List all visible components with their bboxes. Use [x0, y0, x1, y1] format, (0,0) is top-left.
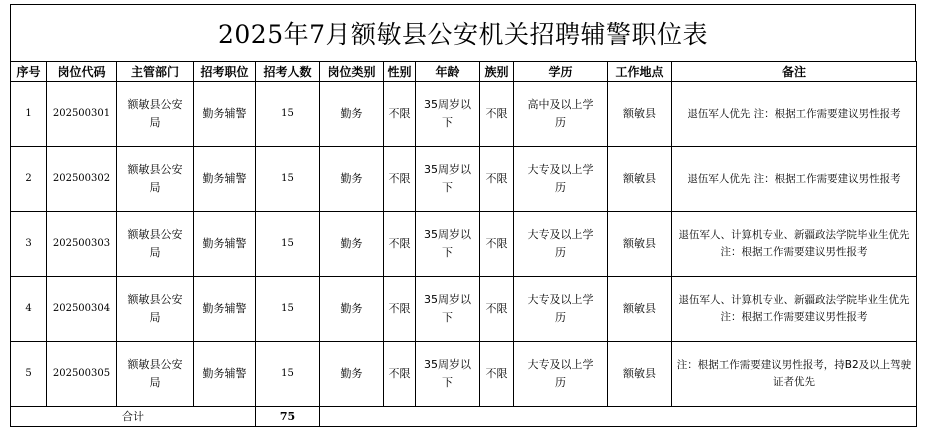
cell-dept-text: 额敏县公安局 [127, 228, 183, 259]
cell-education [514, 342, 608, 407]
cell-count: 15 [256, 212, 320, 277]
cell-code: 202500303 [47, 212, 117, 277]
cell-count: 15 [256, 342, 320, 407]
cell-location: 额敏县 [608, 82, 672, 147]
cell-dept-text: 额敏县公安局 [127, 163, 183, 194]
cell-position: 勤务辅警 [194, 277, 256, 342]
cell-dept-text: 额敏县公安局 [127, 98, 183, 129]
cell-education [514, 212, 608, 277]
page-title: 2025年7月额敏县公安机关招聘辅警职位表 [217, 20, 709, 49]
cell-note: 退伍军人优先 注：根据工作需要建议男性报考 [672, 147, 917, 212]
cell-count: 15 [256, 147, 320, 212]
cell-code: 202500304 [47, 277, 117, 342]
table-row [11, 342, 917, 407]
cell-location: 额敏县 [608, 277, 672, 342]
cell-location: 额敏县 [608, 212, 672, 277]
cell-no: 5 [11, 342, 47, 407]
cell-position: 勤务辅警 [194, 342, 256, 407]
cell-age [416, 212, 480, 277]
cell-age-text: 35周岁以下 [424, 163, 471, 194]
header-education: 学历 [514, 62, 608, 82]
cell-no: 2 [11, 147, 47, 212]
cell-age-text: 35周岁以下 [424, 98, 471, 129]
cell-dept [117, 212, 194, 277]
cell-note: 退伍军人、计算机专业、新疆政法学院毕业生优先 注：根据工作需要建议男性报考 [672, 277, 917, 342]
cell-education-text: 大专及以上学历 [527, 358, 594, 389]
cell-code: 202500302 [47, 147, 117, 212]
cell-location: 额敏县 [608, 342, 672, 407]
cell-category: 勤务 [320, 82, 384, 147]
cell-gender: 不限 [384, 82, 416, 147]
cell-ethnicity: 不限 [480, 277, 514, 342]
cell-gender: 不限 [384, 212, 416, 277]
total-value: 75 [256, 407, 320, 427]
cell-count: 15 [256, 277, 320, 342]
cell-category: 勤务 [320, 147, 384, 212]
header-location: 工作地点 [608, 62, 672, 82]
cell-code: 202500301 [47, 82, 117, 147]
cell-note: 注：根据工作需要建议男性报考，持B2及以上驾驶证者优先 [672, 342, 917, 407]
cell-age-text: 35周岁以下 [424, 358, 471, 389]
cell-ethnicity: 不限 [480, 212, 514, 277]
cell-ethnicity: 不限 [480, 82, 514, 147]
cell-gender: 不限 [384, 342, 416, 407]
cell-age-text: 35周岁以下 [424, 293, 471, 324]
cell-note: 退伍军人、计算机专业、新疆政法学院毕业生优先 注：根据工作需要建议男性报考 [672, 212, 917, 277]
recruitment-table-sheet [10, 4, 916, 427]
cell-education-text: 大专及以上学历 [527, 163, 594, 194]
header-age: 年龄 [416, 62, 480, 82]
cell-ethnicity: 不限 [480, 342, 514, 407]
header-category: 岗位类别 [320, 62, 384, 82]
cell-education [514, 82, 608, 147]
cell-age [416, 147, 480, 212]
header-dept: 主管部门 [117, 62, 194, 82]
cell-age [416, 277, 480, 342]
header-code: 岗位代码 [47, 62, 117, 82]
table-row [11, 147, 917, 212]
table-row [11, 277, 917, 342]
total-row [11, 407, 917, 427]
cell-gender: 不限 [384, 277, 416, 342]
cell-position: 勤务辅警 [194, 82, 256, 147]
cell-gender: 不限 [384, 147, 416, 212]
cell-education-text: 大专及以上学历 [527, 293, 594, 324]
cell-location: 额敏县 [608, 147, 672, 212]
cell-no: 3 [11, 212, 47, 277]
cell-no: 1 [11, 82, 47, 147]
cell-count: 15 [256, 82, 320, 147]
cell-category: 勤务 [320, 277, 384, 342]
header-count: 招考人数 [256, 62, 320, 82]
cell-dept [117, 342, 194, 407]
cell-dept [117, 147, 194, 212]
cell-age [416, 82, 480, 147]
cell-education-text: 高中及以上学历 [527, 98, 594, 129]
cell-education [514, 277, 608, 342]
cell-education [514, 147, 608, 212]
position-table [10, 61, 917, 427]
cell-position: 勤务辅警 [194, 212, 256, 277]
header-no: 序号 [11, 62, 47, 82]
cell-ethnicity: 不限 [480, 147, 514, 212]
header-ethnicity: 族别 [480, 62, 514, 82]
total-label: 合计 [11, 407, 256, 427]
header-position: 招考职位 [194, 62, 256, 82]
table-row [11, 212, 917, 277]
cell-category: 勤务 [320, 342, 384, 407]
cell-dept-text: 额敏县公安局 [127, 293, 183, 324]
cell-age [416, 342, 480, 407]
cell-dept-text: 额敏县公安局 [127, 358, 183, 389]
cell-category: 勤务 [320, 212, 384, 277]
table-header-row [11, 62, 917, 82]
cell-education-text: 大专及以上学历 [527, 228, 594, 259]
cell-dept [117, 277, 194, 342]
title-box [10, 4, 916, 61]
cell-position: 勤务辅警 [194, 147, 256, 212]
header-gender: 性别 [384, 62, 416, 82]
cell-note: 退伍军人优先 注：根据工作需要建议男性报考 [672, 82, 917, 147]
header-note: 备注 [672, 62, 917, 82]
cell-age-text: 35周岁以下 [424, 228, 471, 259]
cell-code: 202500305 [47, 342, 117, 407]
total-blank [320, 407, 917, 427]
cell-no: 4 [11, 277, 47, 342]
cell-dept [117, 82, 194, 147]
table-row [11, 82, 917, 147]
